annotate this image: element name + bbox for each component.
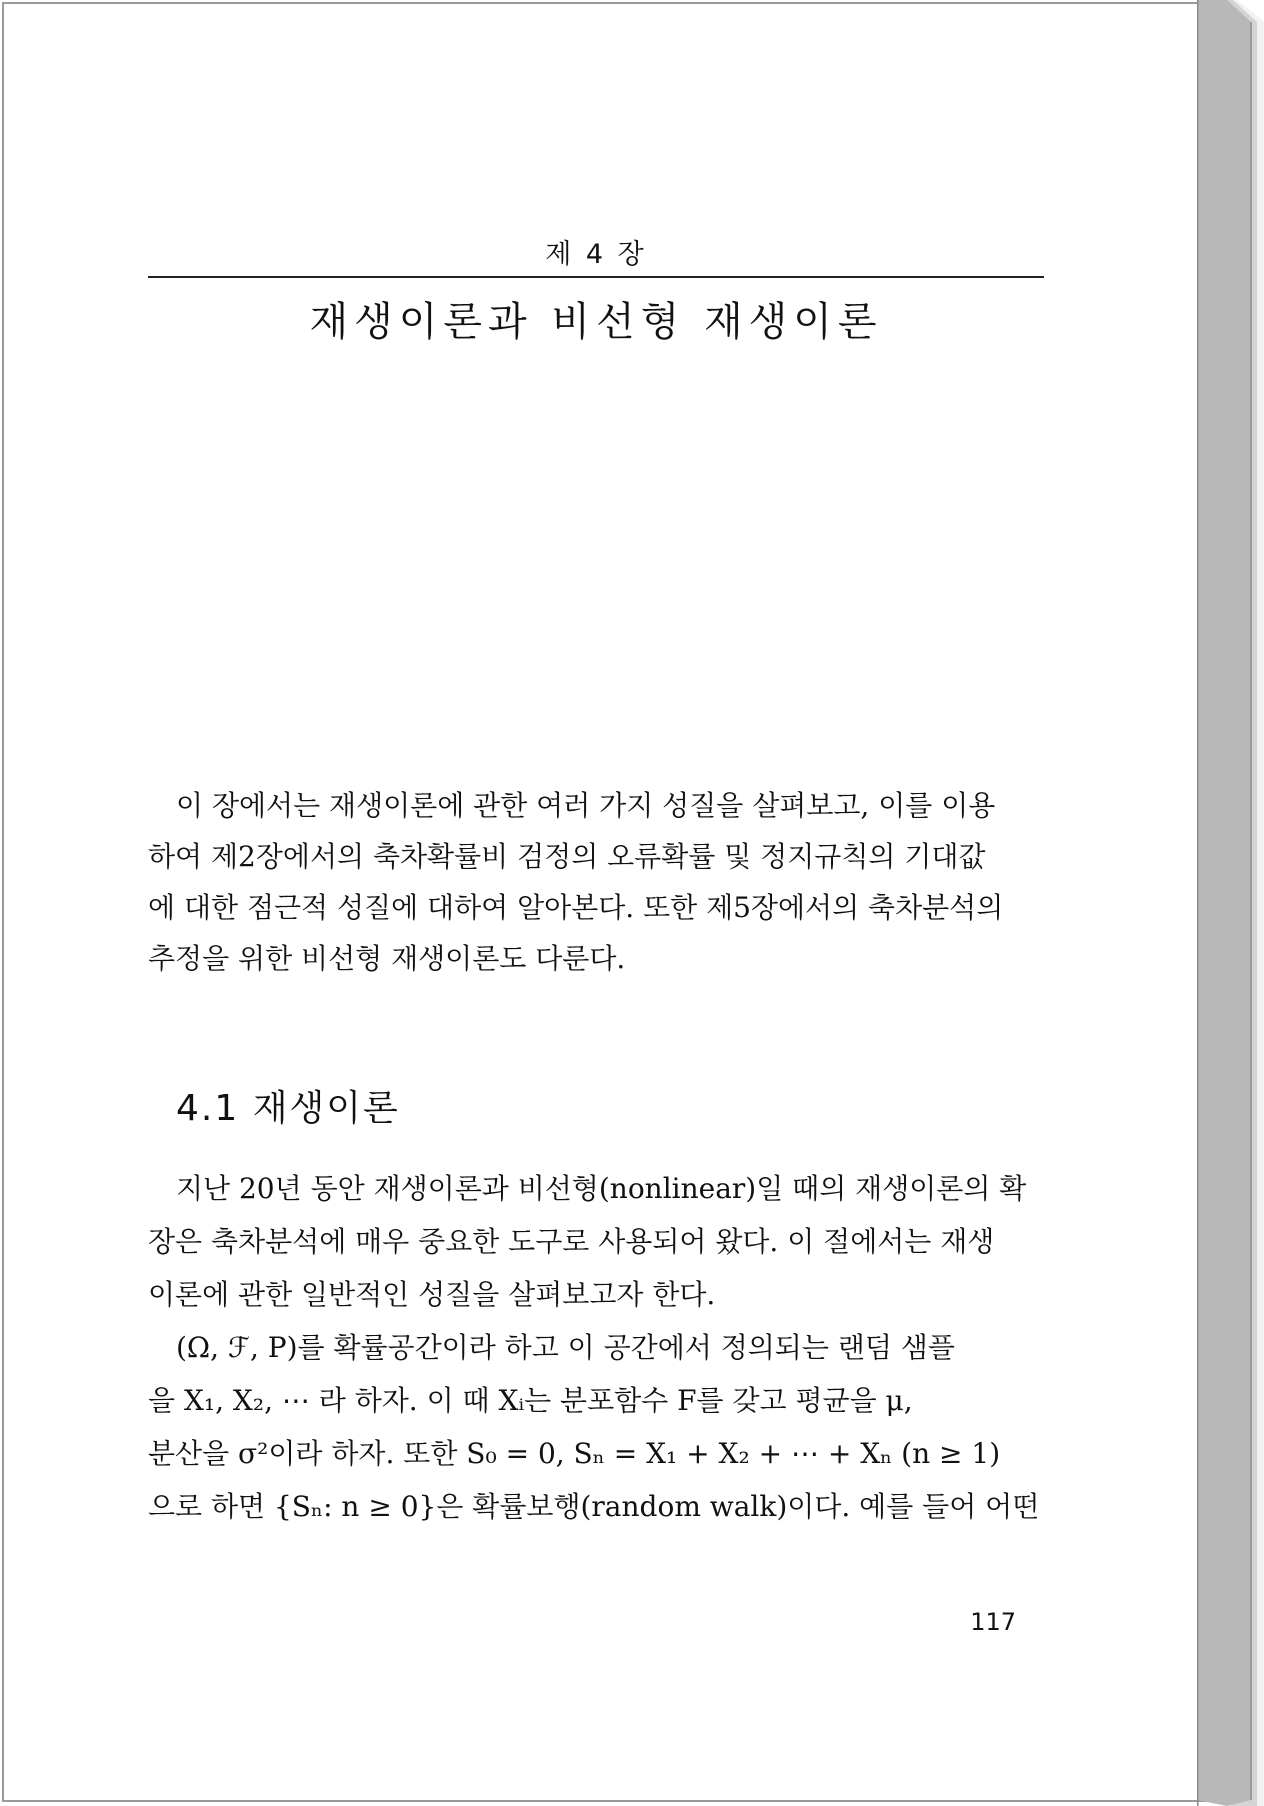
- section-line: 이론에 관한 일반적인 성질을 살펴보고자 한다.: [148, 1278, 716, 1311]
- section-line: 을 X₁, X₂, ⋯ 라 하자. 이 때 Xᵢ는 분포함수 F를 갖고 평균을 μ,: [148, 1384, 913, 1417]
- section-heading: 4.1 재생이론: [176, 1088, 400, 1129]
- chapter-title: 재생이론과 비선형 재생이론: [309, 299, 883, 345]
- section-line: 으로 하면 {Sₙ: n ≥ 0}은 확률보행(random walk)이다. 예를 들어 어떤: [148, 1490, 1040, 1523]
- section-line: (Ω, ℱ, P)를 확률공간이라 하고 이 공간에서 정의되는 랜덤 샘플: [176, 1331, 955, 1364]
- chapter-rule: [148, 276, 1044, 278]
- page-number: 117: [970, 1608, 1016, 1636]
- section-paragraph: [148, 1172, 1044, 1546]
- page-stack-edge: [1197, 0, 1264, 1806]
- intro-line: 이 장에서는 재생이론에 관한 여러 가지 성질을 살펴보고, 이를 이용: [176, 789, 996, 822]
- section-line: 장은 축차분석에 매우 중요한 도구로 사용되어 왔다. 이 절에서는 재생: [148, 1225, 995, 1258]
- section-line: 지난 20년 동안 재생이론과 비선형(nonlinear)일 때의 재생이론의 확: [176, 1172, 1027, 1205]
- intro-paragraph: [148, 789, 1044, 996]
- intro-line: 추정을 위한 비선형 재생이론도 다룬다.: [148, 942, 626, 975]
- chapter-label: 제 4 장: [545, 239, 647, 270]
- intro-line: 하여 제2장에서의 축차확률비 검정의 오류확률 및 정지규칙의 기대값: [148, 840, 986, 873]
- section-line: 분산을 σ²이라 하자. 또한 S₀ = 0, Sₙ = X₁ + X₂ + ⋯ + Xₙ (n ≥ 1): [148, 1437, 1001, 1470]
- intro-line: 에 대한 점근적 성질에 대하여 알아본다. 또한 제5장에서의 축차분석의: [148, 891, 1004, 924]
